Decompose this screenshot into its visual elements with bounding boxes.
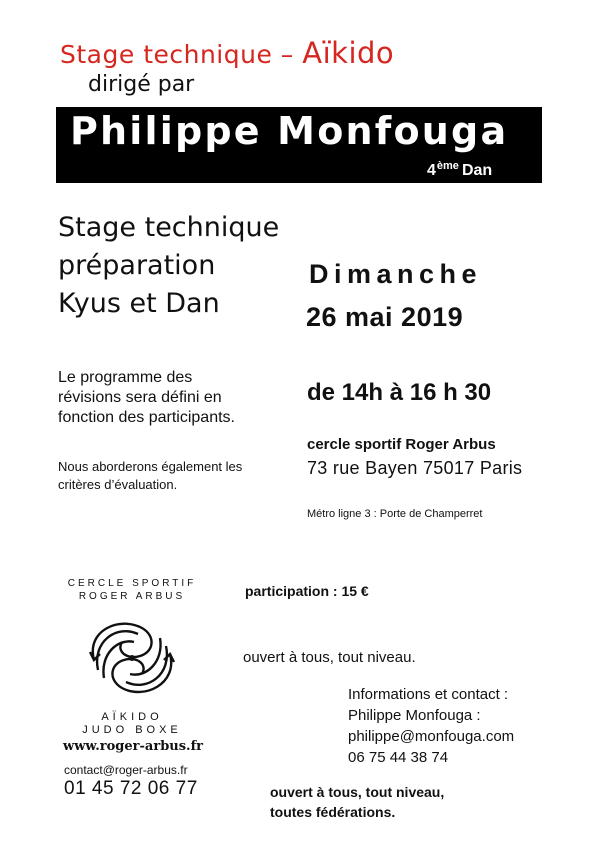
- open-bold-line: toutes fédérations.: [270, 804, 396, 820]
- subject-line: Stage technique: [58, 212, 280, 243]
- instructor-grade: [427, 160, 492, 180]
- subject-line: Kyus et Dan: [58, 288, 220, 319]
- stage-subject: [58, 209, 298, 323]
- event-weekday: Dimanche: [309, 259, 483, 289]
- yin-yang-swirl-icon: [76, 608, 188, 708]
- grade-suffix: ème: [436, 160, 459, 172]
- subject-line: préparation: [58, 250, 216, 281]
- venue-metro: Métro ligne 3 : Porte de Champerret: [307, 508, 483, 520]
- grade-unit: Dan: [461, 162, 493, 179]
- directed-by-label: dirigé par: [88, 72, 195, 97]
- contact-info: [348, 684, 568, 768]
- contact-email-link[interactable]: philippe@monfouga.com: [348, 728, 515, 745]
- contact-heading: Informations et contact :: [348, 686, 509, 703]
- open-to-all-bold: [270, 782, 530, 822]
- programme-text: [58, 368, 298, 428]
- evaluation-text: [58, 458, 298, 494]
- club-logo-heading: [63, 577, 201, 603]
- club-logo-line: AÏKIDO: [101, 711, 163, 723]
- contact-phone: 06 75 44 38 74: [348, 749, 449, 766]
- club-website-link[interactable]: www.roger-arbus.fr: [63, 739, 204, 754]
- contact-name: Philippe Monfouga :: [348, 707, 481, 724]
- programme-line: fonction des participants.: [58, 409, 235, 426]
- open-to-all-text: ouvert à tous, tout niveau.: [243, 649, 416, 666]
- event-title-discipline: Aïkido: [302, 36, 395, 70]
- event-title-prefix: Stage technique –: [60, 40, 303, 69]
- venue-address: 73 rue Bayen 75017 Paris: [307, 458, 523, 478]
- evaluation-line: Nous aborderons également les: [58, 459, 243, 474]
- club-logo-line: CERCLE SPORTIF: [67, 578, 197, 589]
- club-logo-disciplines: [63, 711, 201, 737]
- programme-line: révisions sera défini en: [58, 389, 222, 406]
- club-email-link[interactable]: contact@roger-arbus.fr: [64, 763, 188, 777]
- instructor-name: Philippe Monfouga: [70, 109, 509, 153]
- programme-line: Le programme des: [58, 369, 193, 386]
- participation-fee: participation : 15 €: [245, 583, 369, 599]
- open-bold-line: ouvert à tous, tout niveau,: [270, 784, 445, 800]
- event-hours: de 14h à 16 h 30: [307, 379, 492, 406]
- venue-name: cercle sportif Roger Arbus: [307, 436, 496, 453]
- event-title: [60, 36, 394, 70]
- club-logo-line: ROGER ARBUS: [78, 591, 186, 602]
- club-logo-line: JUDO BOXE: [82, 724, 182, 736]
- grade-number: 4: [427, 162, 436, 179]
- event-date: 26 mai 2019: [306, 302, 464, 332]
- club-phone: 01 45 72 06 77: [64, 778, 198, 799]
- evaluation-line: critères d’évaluation.: [58, 477, 178, 492]
